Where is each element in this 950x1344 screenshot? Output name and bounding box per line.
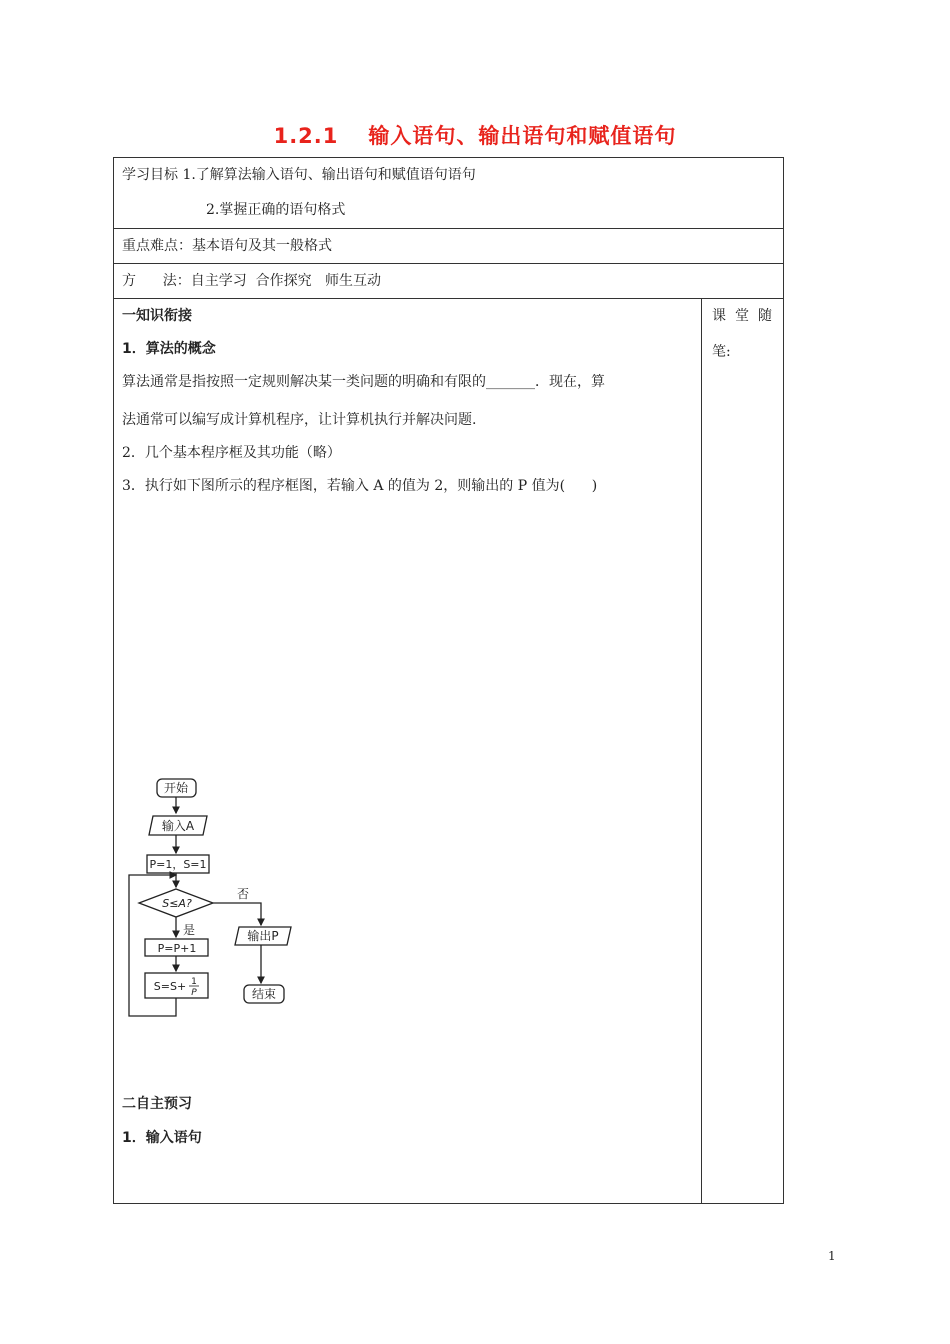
- item-1-text-b: 法通常可以编写成计算机程序，让计算机执行并解决问题.: [122, 412, 477, 428]
- step1-label: P=P+1: [157, 942, 197, 955]
- section-heading-1: 一知识衔接: [122, 308, 192, 324]
- method-row: [114, 264, 783, 299]
- item-1-text-a: 算法通常是指按照一定规则解决某一类问题的明确和有限的_______．现在，算: [122, 374, 605, 390]
- key-points-text: 重点难点：基本语句及其一般格式: [122, 238, 332, 254]
- start-label: 开始: [163, 781, 189, 795]
- key-points-row: [114, 229, 783, 264]
- notes-label-2: 笔:: [712, 344, 731, 360]
- sub-heading-1: 1．输入语句: [122, 1130, 202, 1146]
- input-label: 输入A: [161, 819, 195, 833]
- method-text: 方 法：自主学习 合作探究 师生互动: [122, 273, 381, 289]
- item-1-title: 1．算法的概念: [122, 341, 216, 357]
- step2-numerator: 1: [191, 977, 197, 987]
- notes-column: [702, 299, 783, 1203]
- item-3-text: 3．执行如下图所示的程序框图，若输入 A 的值为 2，则输出的 P 值为( ): [122, 478, 598, 494]
- main-content: [114, 299, 702, 1203]
- section-number: 1.2.1: [273, 124, 339, 148]
- item-2-text: 2．几个基本程序框及其功能（略）: [122, 445, 341, 461]
- end-label: 结束: [251, 987, 277, 1001]
- goal-2-text: 2.掌握正确的语句格式: [206, 202, 346, 218]
- notes-label-1: 课堂随: [712, 308, 781, 324]
- title-text: 输入语句、输出语句和赋值语句: [368, 124, 677, 148]
- page-title: [0, 120, 950, 150]
- step2-denominator: P: [191, 988, 197, 998]
- yes-label: 是: [183, 923, 196, 937]
- goal-1-text: 学习目标 1.了解算法输入语句、输出语句和赋值语句语句: [122, 167, 476, 183]
- output-label: 输出P: [247, 929, 279, 943]
- page-number: 1: [828, 1249, 836, 1263]
- lesson-table: [113, 157, 784, 1204]
- section-heading-2: 二自主预习: [122, 1096, 192, 1112]
- condition-label: S≤A?: [162, 897, 192, 910]
- flowchart: [125, 774, 325, 1044]
- init-label: P=1，S=1: [149, 858, 207, 871]
- goals-row: [114, 158, 783, 229]
- no-label: 否: [237, 887, 250, 901]
- step2-prefix: S=S+: [153, 980, 187, 993]
